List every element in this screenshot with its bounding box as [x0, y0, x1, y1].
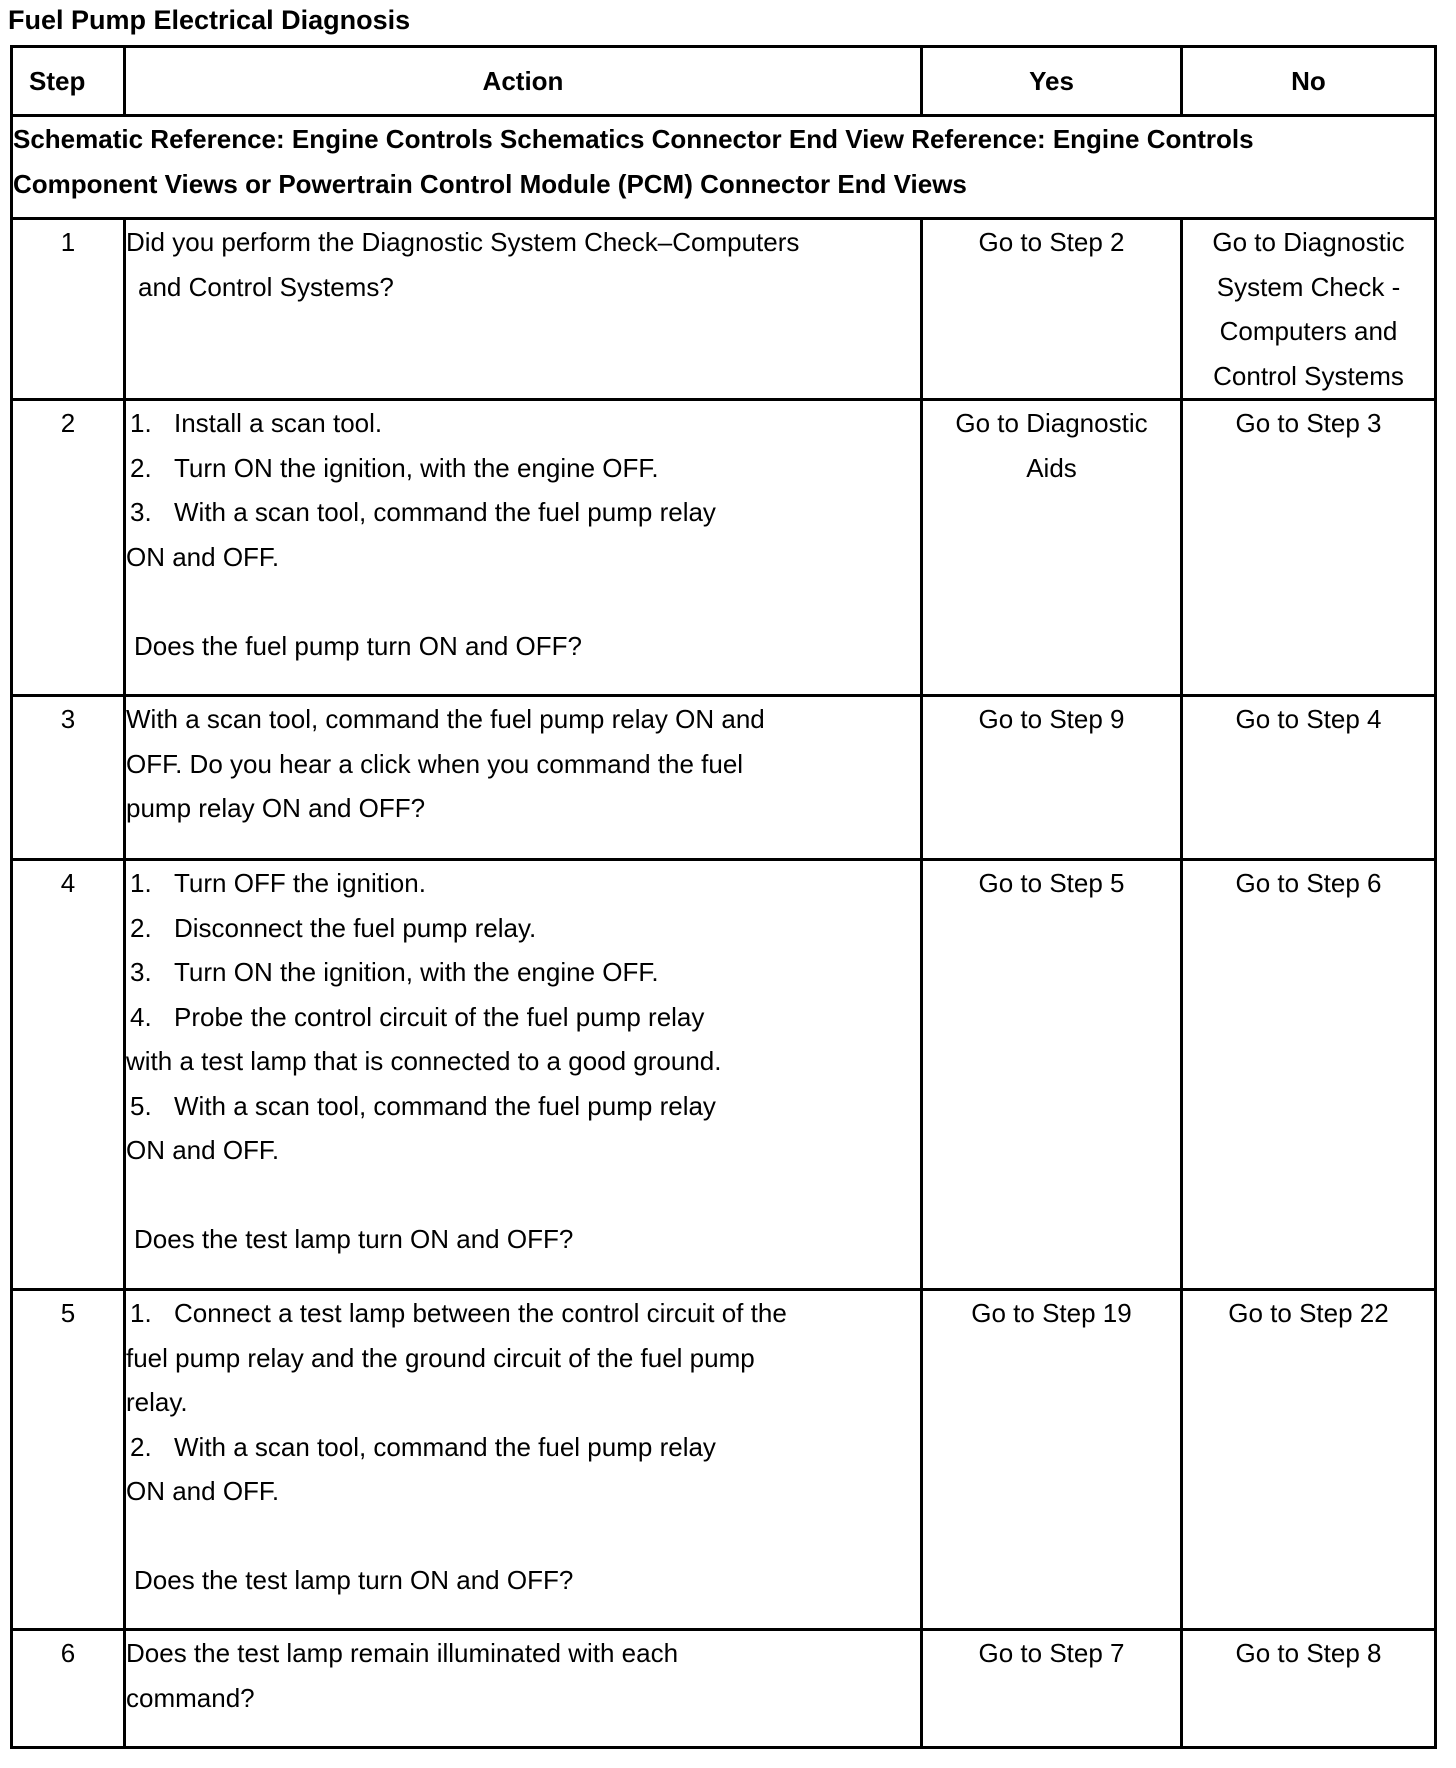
header-yes: Yes: [922, 47, 1182, 116]
action-question: Does the fuel pump turn ON and OFF?: [134, 630, 582, 661]
header-action: Action: [125, 47, 922, 116]
action-item: 1. Turn OFF the ignition.: [130, 868, 426, 898]
step-number: 6: [12, 1630, 125, 1748]
action-item: 3. Turn ON the ignition, with the engine OFF.: [130, 957, 659, 987]
header-no: No: [1182, 47, 1436, 116]
action-item: 4. Probe the control circuit of the fuel pump relay: [130, 1001, 705, 1032]
action-cell: [125, 1630, 922, 1748]
reference-line: Schematic Reference: Engine Controls Schematics Connector End View Reference: Engine Controls: [13, 124, 1254, 154]
yes-cell: [922, 1290, 1182, 1630]
action-item: 5. With a scan tool, command the fuel pump relay: [130, 1090, 716, 1121]
action-question: Does the test lamp turn ON and OFF?: [134, 1224, 574, 1254]
no-cell: [1182, 400, 1436, 696]
yes-outcome: Go to Step 9: [978, 704, 1125, 734]
yes-outcome: Go to Step 5: [978, 868, 1125, 898]
reference-row: [12, 116, 1436, 219]
yes-cell: [922, 1630, 1182, 1748]
yes-outcome: Go to Step 19: [971, 1298, 1132, 1328]
action-line: and Control Systems?: [138, 271, 394, 302]
no-cell: [1182, 219, 1436, 400]
action-item: 3. With a scan tool, command the fuel pump relay: [130, 497, 716, 527]
no-outcome: Go to Diagnostic: [1212, 227, 1405, 257]
action-item: 2. Turn ON the ignition, with the engine OFF.: [130, 452, 659, 483]
yes-cell: [922, 696, 1182, 860]
table-row: [12, 1630, 1436, 1748]
no-outcome: Go to Step 4: [1235, 704, 1382, 734]
action-item: 1. Connect a test lamp between the control circuit of the: [130, 1298, 787, 1328]
step-number: 4: [12, 860, 125, 1290]
yes-cell: [922, 860, 1182, 1290]
table-row: [12, 400, 1436, 696]
action-item-continued: relay.: [126, 1387, 188, 1417]
yes-outcome: Go to Step 7: [978, 1638, 1125, 1668]
action-line: Does the test lamp remain illuminated with each: [126, 1638, 679, 1668]
no-cell: [1182, 1290, 1436, 1630]
table-row: [12, 219, 1436, 400]
table-row: [12, 860, 1436, 1290]
action-cell: [125, 219, 922, 400]
action-item-continued: ON and OFF.: [126, 541, 280, 572]
no-outcome: Go to Step 8: [1235, 1638, 1382, 1668]
no-outcome: System Check -: [1216, 271, 1401, 302]
action-item: 2. Disconnect the fuel pump relay.: [130, 912, 537, 943]
no-cell: [1182, 696, 1436, 860]
action-item: 2. With a scan tool, command the fuel pump relay: [130, 1431, 716, 1462]
no-outcome: Go to Step 22: [1228, 1298, 1389, 1328]
no-cell: [1182, 860, 1436, 1290]
no-outcome: Control Systems: [1213, 360, 1404, 391]
step-number: 5: [12, 1290, 125, 1630]
action-item-continued: ON and OFF.: [126, 1135, 280, 1165]
action-item-continued: fuel pump relay and the ground circuit of the fuel pump: [126, 1342, 755, 1373]
schematic-reference: [12, 116, 1436, 219]
yes-outcome: Go to Step 2: [978, 227, 1125, 257]
yes-cell: [922, 400, 1182, 696]
action-item-continued: ON and OFF.: [126, 1476, 280, 1506]
step-number: 3: [12, 696, 125, 860]
no-cell: [1182, 1630, 1436, 1748]
action-item: 1. Install a scan tool.: [130, 408, 383, 438]
action-cell: [125, 696, 922, 860]
step-number: 2: [12, 400, 125, 696]
page-title: Fuel Pump Electrical Diagnosis: [8, 5, 411, 35]
table-row: [12, 1290, 1436, 1630]
action-line: pump relay ON and OFF?: [126, 793, 426, 823]
no-outcome: Go to Step 6: [1235, 868, 1382, 898]
no-outcome: Computers and: [1219, 316, 1398, 346]
yes-outcome: Go to Diagnostic: [955, 408, 1148, 438]
action-cell: [125, 1290, 922, 1630]
yes-cell: [922, 219, 1182, 400]
action-line: With a scan tool, command the fuel pump relay ON and: [126, 704, 765, 734]
step-number: 1: [12, 219, 125, 400]
header-row: [12, 47, 1436, 116]
action-line: Did you perform the Diagnostic System Check–Computers: [126, 227, 800, 257]
reference-line: Component Views or Powertrain Control Module (PCM) Connector End Views: [13, 168, 967, 199]
action-cell: [125, 400, 922, 696]
action-cell: [125, 860, 922, 1290]
action-line: command?: [126, 1682, 255, 1713]
header-step: Step: [12, 47, 125, 116]
diagnosis-table: [10, 45, 1437, 1749]
action-line: OFF. Do you hear a click when you command the fuel: [126, 748, 744, 779]
table-row: [12, 696, 1436, 860]
action-item-continued: with a test lamp that is connected to a good ground.: [126, 1046, 722, 1076]
action-question: Does the test lamp turn ON and OFF?: [134, 1565, 574, 1595]
no-outcome: Go to Step 3: [1235, 408, 1382, 438]
yes-outcome: Aids: [1026, 452, 1077, 483]
